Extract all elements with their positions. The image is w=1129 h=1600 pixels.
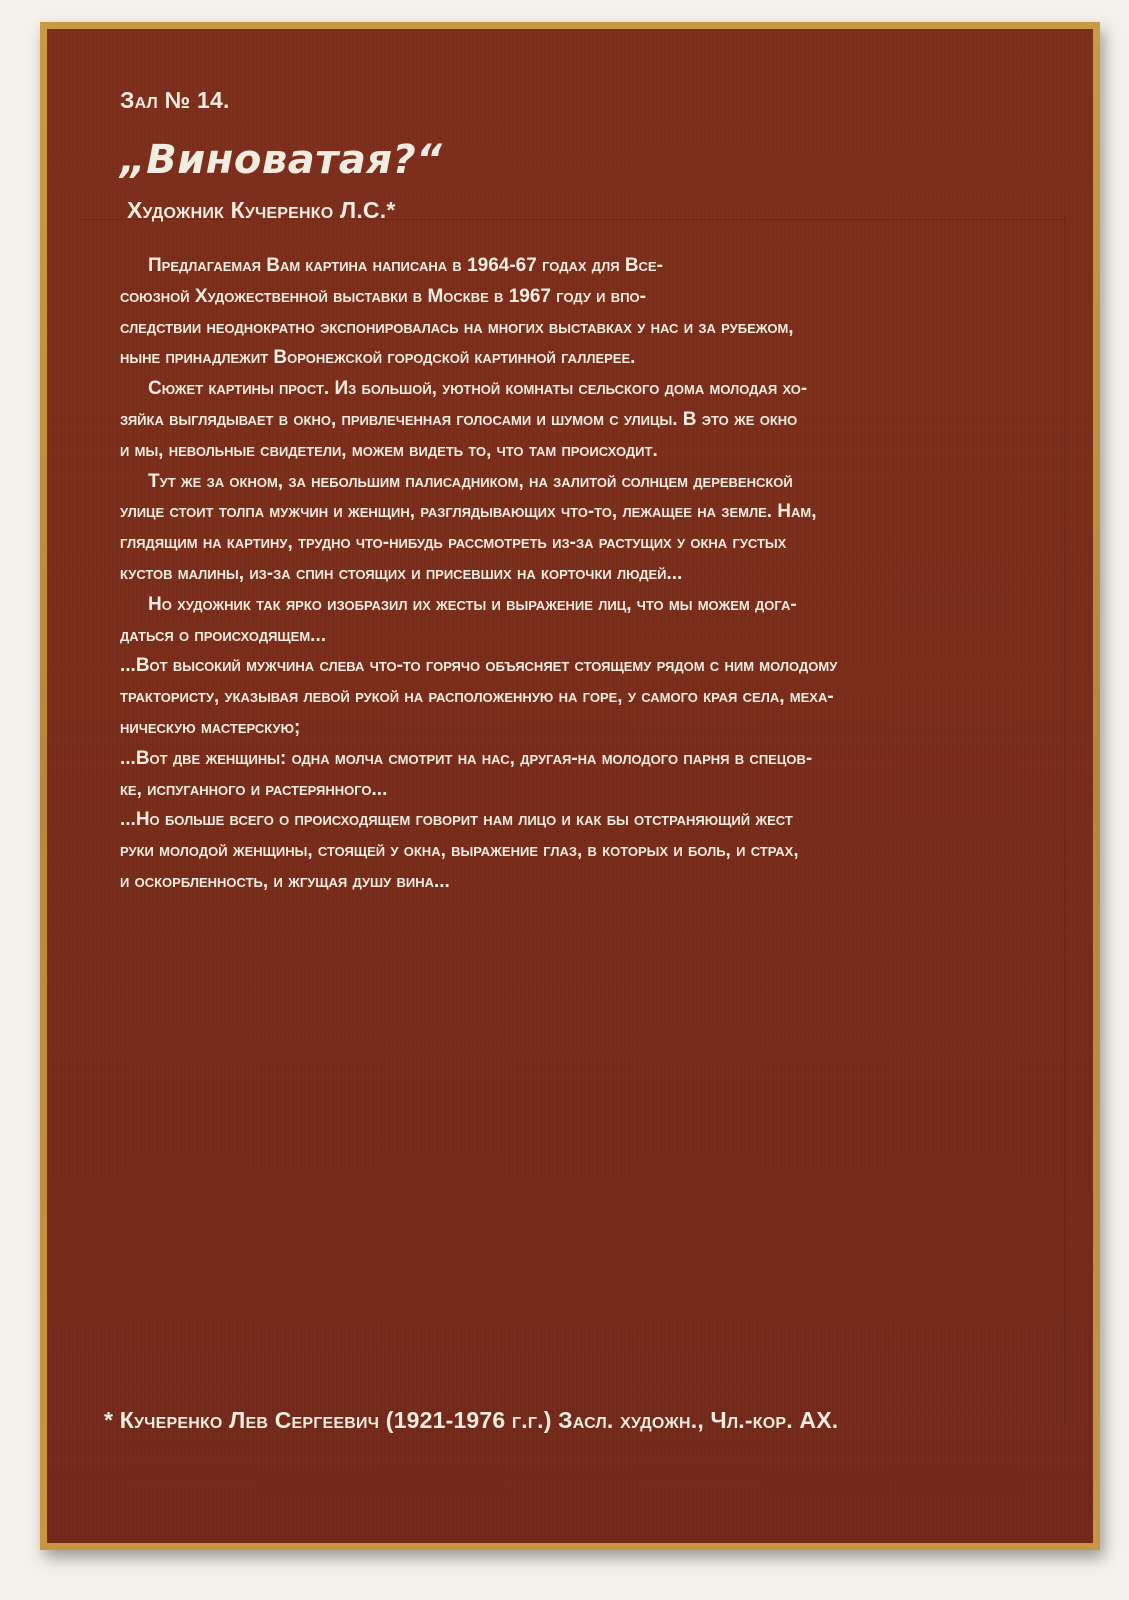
text-line: трактористу, указывая левой рукой на расположенную на горе, у самого края села, меха- xyxy=(120,686,834,708)
text-line: Но художник так ярко изобразил их жесты и выражение лиц, что мы можем дога- xyxy=(148,593,797,615)
description-text xyxy=(120,251,1020,898)
painting-title: „Виноватая?“ xyxy=(120,137,443,183)
text-line: кустов малины, из-за спин стоящих и присевших на корточки людей... xyxy=(120,562,683,584)
text-line: глядящим на картину, трудно что-нибудь рассмотреть из-за растущих у окна густых xyxy=(120,532,787,554)
wooden-frame xyxy=(40,22,1100,1550)
text-line: Сюжет картины прост. Из большой, уютной комнаты сельского дома молодая хо- xyxy=(148,378,808,400)
panel-seam xyxy=(1064,219,1065,1423)
text-line: Тут же за окном, за небольшим палисадником, на залитой солнцем деревенской xyxy=(148,470,793,492)
text-line: и оскорбленность, и жгущая душу вина... xyxy=(120,870,450,892)
sign-board xyxy=(47,29,1093,1543)
text-line: зяйка выглядывает в окно, привлеченная голосами и шумом с улицы. В это же окно xyxy=(120,408,798,430)
text-line: ныне принадлежит Воронежской городской картинной галлерее. xyxy=(120,347,636,369)
text-line: ническую мастерскую; xyxy=(120,716,301,738)
text-line: ...Вот высокий мужчина слева что-то горячо объясняет стоящему рядом с ним молодому xyxy=(120,655,838,677)
text-line: руки молодой женщины, стоящей у окна, выражение глаз, в которых и боль, и страх, xyxy=(120,840,799,862)
text-line: и мы, невольные свидетели, можем видеть то, что там происходит. xyxy=(120,439,658,461)
text-line: Предлагаемая Вам картина написана в 1964-67 годах для Все- xyxy=(148,255,663,276)
painting-author: Художник Кучеренко Л.С.* xyxy=(127,197,396,223)
text-line: следствии неоднократно экспонировалась на многих выставках у нас и за рубежом, xyxy=(120,316,794,338)
text-line: союзной Художественной выставки в Москве в 1967 году и впо- xyxy=(120,285,646,307)
text-line: ...Вот две женщины: одна молча смотрит на нас, другая-на молодого парня в спецов- xyxy=(120,747,813,769)
hall-number: Зал № 14. xyxy=(120,87,230,113)
text-line: улице стоит толпа мужчин и женщин, разглядывающих что-то, лежащее на земле. Нам, xyxy=(120,501,817,523)
text-line: ...Но больше всего о происходящем говорит нам лицо и как бы отстраняющий жест xyxy=(120,809,793,831)
text-line: даться о происходящем... xyxy=(120,624,327,646)
text-line: ке, испуганного и растерянного... xyxy=(120,778,388,800)
author-footnote: * Кучеренко Лев Сергеевич (1921-1976 г.г.) Засл. художн., Чл.-кор. АХ. xyxy=(104,1407,839,1433)
